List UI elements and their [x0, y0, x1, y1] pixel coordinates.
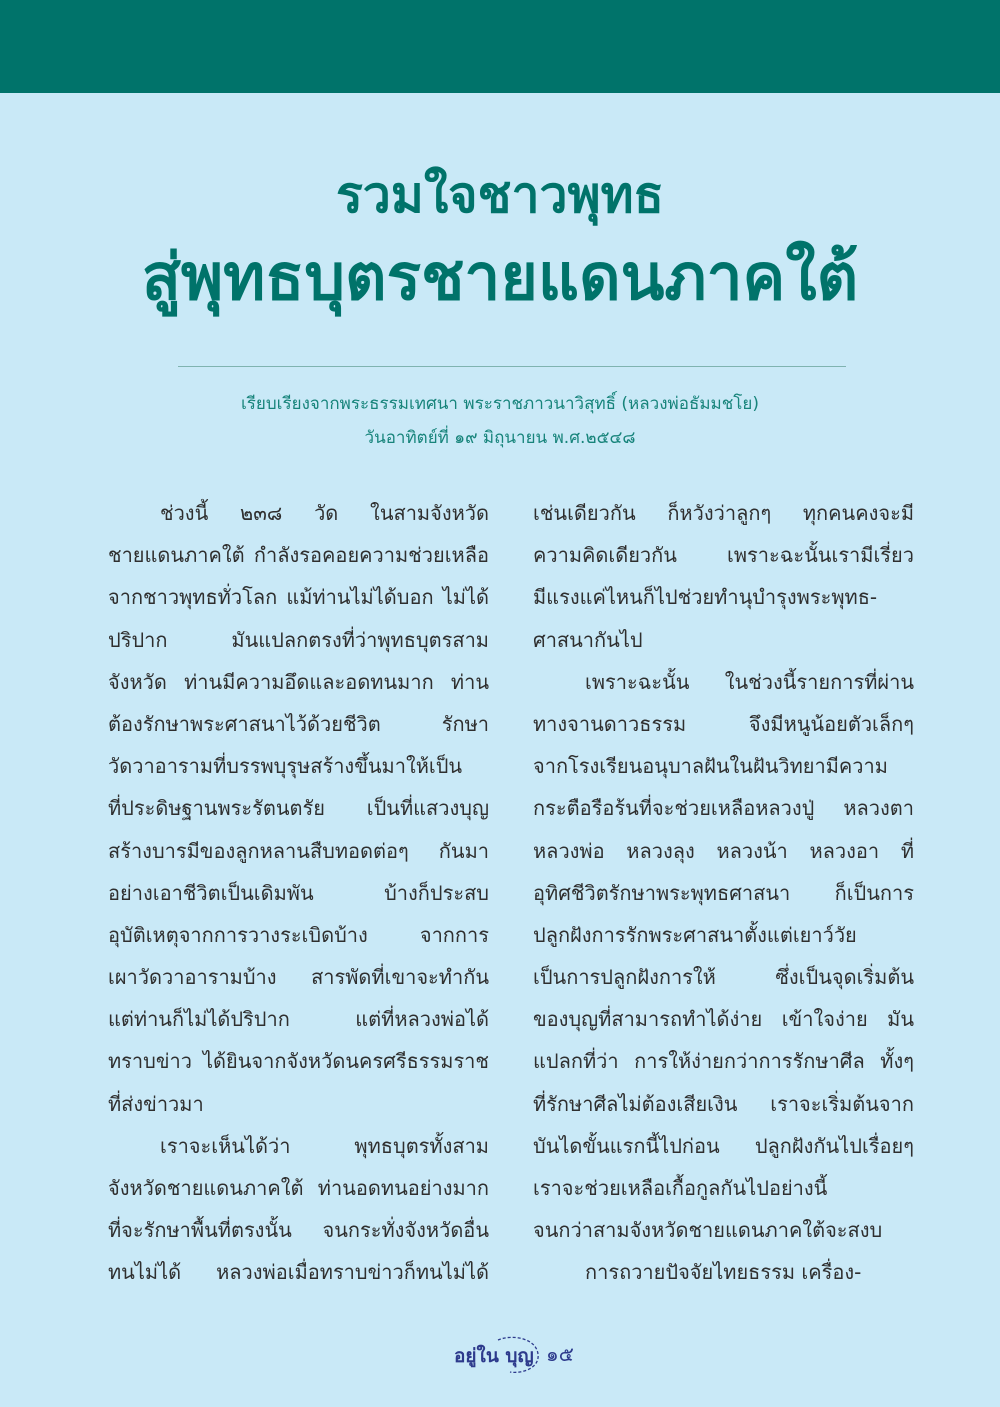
page-number: ๑๕ — [546, 1342, 574, 1366]
text-line: มีแรงแค่ไหนก็ไปช่วยทำนุบำรุงพระพุทธ- — [533, 585, 878, 610]
text-line: การถวายปัจจัยไทยธรรม เครื่อง- — [585, 1260, 862, 1285]
title-line-2: สู่พุทธบุตรชายแดนภาคใต้ — [141, 241, 859, 315]
text-line: หลวงพ่อ หลวงลุง หลวงน้า หลวงอา ที่ — [533, 838, 914, 863]
text-line: เผาวัดวาอารามบ้าง สารพัดที่เขาจะทำกัน — [108, 965, 489, 990]
text-line: ทางจานดาวธรรม จึงมีหนูน้อยตัวเล็กๆ — [533, 711, 914, 736]
text-line: สร้างบารมีของลูกหลานสืบทอดต่อๆ กันมา — [108, 838, 489, 863]
text-line: ที่รักษาศีลไม่ต้องเสียเงิน เราจะเริ่มต้นจาก — [533, 1091, 914, 1116]
text-line: จนกว่าสามจังหวัดชายแดนภาคใต้จะสงบ — [533, 1218, 883, 1243]
text-line: ปริปาก มันแปลกตรงที่ว่าพุทธบุตรสาม — [108, 627, 489, 652]
text-line: ศาสนากันไป — [533, 627, 643, 652]
text-line: จากโรงเรียนอนุบาลฝันในฝันวิทยามีความ — [533, 754, 888, 779]
text-line: ทนไม่ได้ หลวงพ่อเมื่อทราบข่าวก็ทนไม่ได้ — [108, 1260, 489, 1285]
logo-wordmark: อยู่ใน บุญ — [454, 1345, 534, 1367]
text-line: ต้องรักษาพระศาสนาไว้ด้วยชีวิต รักษา — [108, 711, 489, 736]
credit-source: เรียบเรียงจากพระธรรมเทศนา พระราชภาวนาวิสุทธิ์ (หลวงพ่อธัมมชโย) — [240, 394, 759, 414]
text-line: ชายแดนภาคใต้ กำลังรอคอยความช่วยเหลือ — [108, 543, 489, 568]
text-line: ที่ส่งข่าวมา — [108, 1091, 204, 1116]
body-column-left — [108, 492, 489, 1294]
text-line: ทราบข่าว ได้ยินจากจังหวัดนครศรีธรรมราช — [108, 1049, 489, 1074]
text-line: เราจะเห็นได้ว่า พุทธบุตรทั้งสาม — [160, 1133, 489, 1158]
logo-icon — [452, 1332, 548, 1376]
text-line: ที่ประดิษฐานพระรัตนตรัย เป็นที่แสวงบุญ — [108, 796, 489, 821]
text-line: ช่วงนี้ ๒๓๘ วัด ในสามจังหวัด — [160, 501, 489, 525]
text-line: เพราะฉะนั้น ในช่วงนี้รายการที่ผ่าน — [585, 669, 914, 694]
text-line: เช่นเดียวกัน ก็หวังว่าลูกๆ ทุกคนคงจะมี — [533, 501, 914, 525]
text-line: แปลกที่ว่า การให้ง่ายกว่าการรักษาศีล ทั้งๆ — [533, 1049, 914, 1074]
credit-date: วันอาทิตย์ที่ ๑๙ มิถุนายน พ.ศ.๒๕๔๘ — [364, 428, 636, 448]
text-line: กระตือรือร้นที่จะช่วยเหลือหลวงปู่ หลวงตา — [533, 796, 914, 821]
text-line: เราจะช่วยเหลือเกื้อกูลกันไปอย่างนี้ — [533, 1176, 828, 1200]
title-divider — [178, 366, 846, 367]
body-column-right — [533, 492, 914, 1294]
text-line: ปลูกฝังการรักพระศาสนาตั้งแต่เยาว์วัย — [533, 922, 857, 947]
text-line: ของบุญที่สามารถทำได้ง่าย เข้าใจง่าย มัน — [533, 1007, 914, 1032]
text-line: บันไดขั้นแรกนี้ไปก่อน ปลูกฝังกันไปเรื่อยๆ — [533, 1133, 914, 1158]
text-line: ที่จะรักษาพื้นที่ตรงนั้น จนกระทั่งจังหวัดอื่น — [108, 1218, 489, 1243]
header-band — [0, 0, 1000, 93]
title-line-1: รวมใจชาวพุทธ — [335, 166, 665, 224]
text-line: แต่ท่านก็ไม่ได้ปริปาก แต่ที่หลวงพ่อได้ — [108, 1007, 489, 1032]
text-line: เป็นการปลูกฝังการให้ ซึ่งเป็นจุดเริ่มต้น — [533, 965, 914, 990]
text-line: ความคิดเดียวกัน เพราะฉะนั้นเรามีเรี่ยว — [533, 543, 914, 568]
text-line: วัดวาอารามที่บรรพบุรุษสร้างขึ้นมาให้เป็น — [108, 754, 463, 779]
text-line: จังหวัด ท่านมีความอึดและอดทนมาก ท่าน — [108, 669, 489, 694]
text-line: อย่างเอาชีวิตเป็นเดิมพัน บ้างก็ประสบ — [108, 880, 489, 905]
text-line: อุทิศชีวิตรักษาพระพุทธศาสนา ก็เป็นการ — [533, 880, 914, 905]
text-line: จากชาวพุทธทั่วโลก แม้ท่านไม่ได้บอก ไม่ได้ — [108, 585, 489, 610]
text-line: จังหวัดชายแดนภาคใต้ ท่านอดทนอย่างมาก — [108, 1176, 489, 1200]
text-line: อุบัติเหตุจากการวางระเบิดบ้าง จากการ — [108, 922, 489, 947]
